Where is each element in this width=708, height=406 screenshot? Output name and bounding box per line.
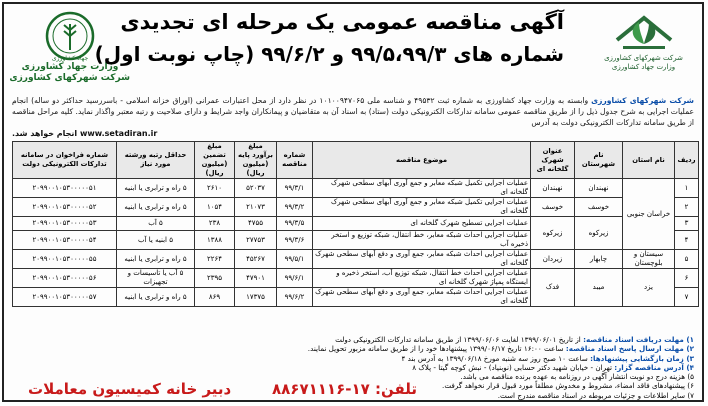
estate-cell: فدک	[531, 269, 575, 307]
tender-no-cell: ۹۹/۶/۱	[277, 269, 313, 288]
subject-cell: عملیات اجرایی تکمیل شبکه معابر و جمع آوری آبهای سطحی شهرک گلخانه ای	[313, 198, 531, 217]
col-header-estimate: مبلغ برآورد پایه (میلیون ریال)	[235, 142, 277, 179]
estimate-cell: ۴۷۹۰۱	[235, 269, 277, 288]
guarantee-cell: ۸۶۹	[195, 288, 235, 307]
table-row	[13, 217, 699, 231]
call-no-cell: ۲۰۹۹۰۰۱۰۵۳۰۰۰۰۰۵۵	[13, 250, 117, 269]
grade-cell: ۵ راه و ترابری یا ابنیه	[117, 288, 195, 307]
grade-cell: ۵ راه و ترابری یا ابنیه	[117, 250, 195, 269]
tender-table	[12, 141, 699, 307]
call-no-cell: ۲۰۹۹۰۰۱۰۵۳۰۰۰۰۰۵۱	[13, 179, 117, 198]
subject-cell: عملیات اجرایی احداث شبکه معابر، جمع آوری و دفع آبهای سطحی شهرک گلخانه ای	[313, 250, 531, 269]
condition-text: تهران - خیابان شهید دکتر حسابی (نوبنیاد) - نبش کوچه گیتا - پلاک ۸	[412, 362, 615, 372]
col-header-row: ردیف	[675, 142, 699, 179]
condition-text: ۵) هزینه درج دو نوبت انتشار آگهی در روزنامه به عهده برنده مناقصه می باشد.	[460, 372, 694, 382]
call-no-cell: ۲۰۹۹۰۰۱۰۵۳۰۰۰۰۰۵۷	[13, 288, 117, 307]
tender-no-cell: ۹۹/۳/۲	[277, 198, 313, 217]
col-header-call-no: شماره فراخوان در سامانه تدارکات الکترونیکی دولت	[13, 142, 117, 179]
province-cell: خراسان جنوبی	[623, 179, 675, 250]
notice-title: آگهی مناقصه عمومی یک مرحله ای تجدیدی	[120, 10, 564, 34]
subject-cell: عملیات اجرایی تسطیح شهرک گلخانه ای	[313, 217, 531, 231]
grade-cell: ۵ راه و ترابری یا ابنیه	[117, 179, 195, 198]
table-row	[13, 198, 699, 217]
grade-cell: ۵ آب یا تاسیسات و تجهیزات	[117, 269, 195, 288]
condition-text: ۷) سایر اطلاعات و جزئیات مربوطه در اسناد مناقصه مندرج است.	[497, 390, 694, 400]
tender-no-cell: ۹۹/۳/۱	[277, 179, 313, 198]
county-cell: چابهار	[575, 250, 623, 269]
subject-cell: عملیات اجرایی احداث شبکه معابر، خط انتقال، شبکه توزیع و استخر ذخیره آب	[313, 231, 531, 250]
condition-item	[94, 344, 694, 353]
table-row	[13, 269, 699, 288]
wheat-emblem-icon	[42, 10, 98, 62]
left-logo-ministry: وزارت جهاد کشاورزی	[21, 62, 119, 72]
table-row	[13, 250, 699, 269]
county-cell: نهبندان	[575, 179, 623, 198]
guarantee-cell: ۲۶۱۰	[195, 179, 235, 198]
condition-key: ۴) آدرس مناقصه گزار:	[614, 362, 694, 372]
commission-signature: دبیر خانه کمیسیون معاملات	[28, 380, 232, 398]
guarantee-cell: ۱۳۸۸	[195, 231, 235, 250]
leaf-house-icon	[609, 10, 679, 54]
intro-text: وابسته به وزارت جهاد کشاورزی به شماره ثبت ۴۹۵۳۲ و شناسه ملی ۱۰۱۰۰۹۴۷۰۶۵ در نظر دارد از محل اعتبارات عمرانی (اوراق خزانه اسلامی - باسررسید حداکثر دو ساله) انجام عملیات اجرایی به شرح جدول ذیل را از طریق مناقصه عمومی سامانه تدارکات الکترونیکی دولت (ستاد) به اسناد آن به متقاضیان و پیمانکاران واجد شرایط و دارای صلاحیت و رتبه معتبر واگذار نماید. کلیه مراحل مناقصه از طریق سامانه تدارکات الکترونیکی دولت به آدرس	[12, 96, 694, 127]
estate-cell: زیردان	[531, 250, 575, 269]
tender-no-cell: ۹۹/۳/۶	[277, 231, 313, 250]
province-cell: یزد	[623, 269, 675, 307]
col-header-grade: حداقل رتبه ورشته مورد نیاز	[117, 142, 195, 179]
estate-cell: خوسف	[531, 198, 575, 217]
notice-subtitle: شماره های ۹۹/۵،۹۹/۳ و ۹۹/۶/۲ (چاپ نوبت اول)	[94, 42, 564, 66]
row-number: ۷	[675, 288, 699, 307]
condition-item	[94, 354, 694, 363]
tender-notice	[2, 2, 704, 402]
right-logo-ministry: وزارت جهاد کشاورزی	[611, 63, 676, 71]
col-header-subject: موضوع مناقصه	[313, 142, 531, 179]
condition-text: از تاریخ ۱۳۹۹/۰۶/۰۱ لغایت ۱۳۹۹/۰۶/۰۶ از طریق سامانه تدارکات الکترونیکی دولت	[335, 335, 584, 344]
col-header-province: نام استان	[623, 142, 675, 179]
guarantee-cell: ۲۲۶۴	[195, 250, 235, 269]
estimate-cell: ۲۱۰۷۳	[235, 198, 277, 217]
intro-paragraph	[12, 95, 694, 139]
county-cell: زیرکوه	[575, 217, 623, 250]
setad-website-link[interactable]: www.setadiran.ir انجام خواهد شد.	[12, 129, 158, 138]
subject-cell: عملیات اجرایی احداث شبکه معابر، جمع آوری و دفع آبهای سطحی شهرک گلخانه ای	[313, 288, 531, 307]
right-logo-caption: شرکت شهرکهای کشاورزی	[604, 54, 683, 62]
row-number: ۳	[675, 217, 699, 231]
condition-text: ۶) پیشنهادهای فاقد امضاء، مشروط و مخدوش مطلقاً مورد قبول قرار نخواهد گرفت.	[442, 381, 694, 391]
estimate-cell: ۲۷۷۵۳	[235, 231, 277, 250]
guarantee-cell: ۲۳۹۵	[195, 269, 235, 288]
grade-cell: ۵ ابنیه یا آب	[117, 231, 195, 250]
tender-no-cell: ۹۹/۶/۲	[277, 288, 313, 307]
tender-no-cell: ۹۹/۳/۵	[277, 217, 313, 231]
estimate-cell: ۱۷۳۷۵	[235, 288, 277, 307]
guarantee-cell: ۱۰۵۴	[195, 198, 235, 217]
condition-item	[94, 363, 694, 372]
emblem-text: جهاد کشاورزی	[51, 55, 89, 62]
call-no-cell: ۲۰۹۹۰۰۱۰۵۳۰۰۰۰۰۵۲	[13, 198, 117, 217]
col-header-tender-no: شماره مناقصه	[277, 142, 313, 179]
estate-cell: زیرکوه	[531, 217, 575, 250]
condition-key: ۲) مهلت ارسال پاسخ اسناد مناقصه:	[565, 344, 694, 354]
row-number: ۱	[675, 179, 699, 198]
col-header-county: نام شهرستان	[575, 142, 623, 179]
subject-cell: عملیات اجرایی تکمیل شبکه معابر و جمع آوری آبهای سطحی شهرک گلخانه ای	[313, 179, 531, 198]
county-cell: خوسف	[575, 198, 623, 217]
estimate-cell: ۵۲۰۳۷	[235, 179, 277, 198]
condition-text: ساعت ۱۶:۰۰ تاریخ ۱۳۹۹/۰۶/۱۷ پیشنهادها خود را از طریق سامانه مزبور تحویل نمایند.	[307, 344, 566, 354]
call-no-cell: ۲۰۹۹۰۰۱۰۵۳۰۰۰۰۰۵۴	[13, 231, 117, 250]
condition-key: ۱) مهلت دریافت اسناد مناقصه:	[583, 335, 694, 344]
condition-key: ۳) زمان بازگشایی پیشنهادها:	[590, 353, 694, 363]
county-cell: میبد	[575, 269, 623, 307]
row-number: ۴	[675, 231, 699, 250]
agri-estates-logo	[591, 10, 696, 80]
row-number: ۵	[675, 250, 699, 269]
table-header-row	[13, 142, 699, 179]
call-no-cell: ۲۰۹۹۰۰۱۰۵۳۰۰۰۰۰۵۶	[13, 269, 117, 288]
estimate-cell: ۴۵۲۶۷	[235, 250, 277, 269]
contact-phone: تلفن: ۱۷-۸۸۶۷۱۱۱۶	[272, 380, 418, 398]
province-cell: سیستان و بلوچستان	[623, 250, 675, 269]
company-name: شرکت شهرکهای کشاورزی	[591, 96, 695, 105]
subject-cell: عملیات اجرایی احداث خط انتقال، شبکه توزیع آب، استخر ذخیره و ایستگاه پمپاژ شهرک گلخانه ای	[313, 269, 531, 288]
left-logo-company: شرکت شهرکهای کشاورزی	[9, 73, 130, 83]
col-header-estate: عنوان شهرک گلخانه ای	[531, 142, 575, 179]
estimate-cell: ۴۷۵۵	[235, 217, 277, 231]
estate-cell: نهبندان	[531, 179, 575, 198]
table-row	[13, 179, 699, 198]
tender-no-cell: ۹۹/۵/۱	[277, 250, 313, 269]
guarantee-cell: ۲۳۸	[195, 217, 235, 231]
grade-cell: ۵ راه و ترابری یا ابنیه	[117, 198, 195, 217]
row-number: ۲	[675, 198, 699, 217]
col-header-guarantee: مبلغ تضمین (میلیون ریال)	[195, 142, 235, 179]
call-no-cell: ۲۰۹۹۰۰۱۰۵۳۰۰۰۰۰۵۳	[13, 217, 117, 231]
condition-text: ساعت ۱۰ صبح روز سه شنبه مورخ ۱۳۹۹/۰۶/۱۸ به آدرس بند ۴	[401, 353, 591, 363]
row-number: ۶	[675, 269, 699, 288]
condition-item	[94, 335, 694, 344]
grade-cell: ۵ آب	[117, 217, 195, 231]
